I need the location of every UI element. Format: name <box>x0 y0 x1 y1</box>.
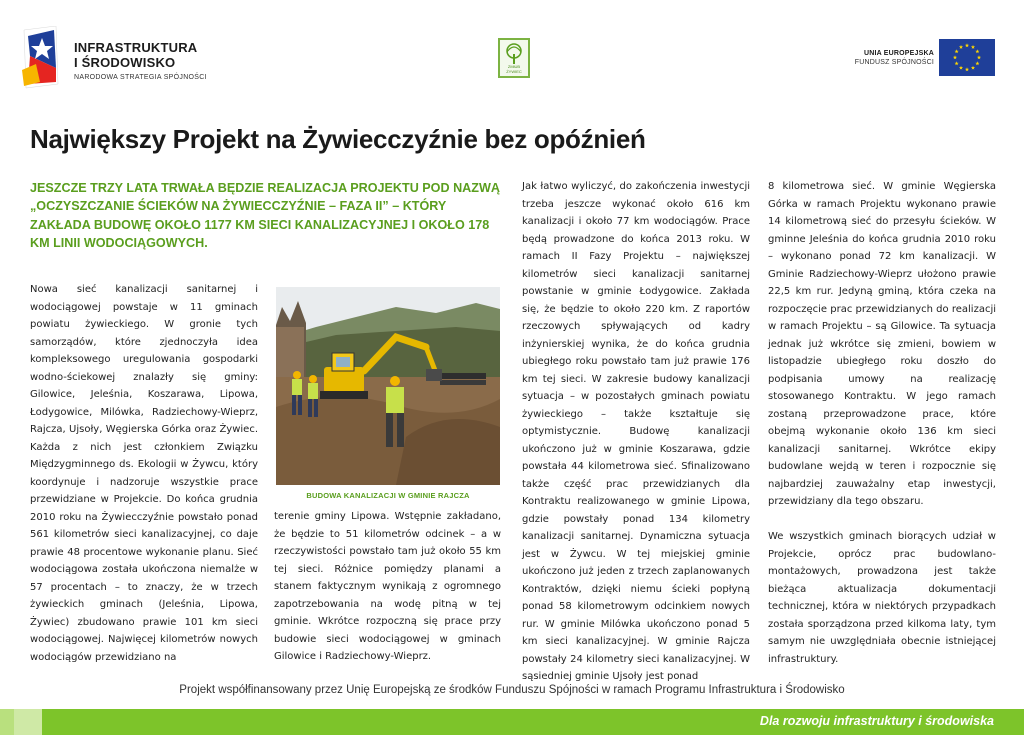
eu-star-icon <box>953 55 957 59</box>
article-column-1 <box>30 281 258 666</box>
eu-star-icon <box>955 61 959 65</box>
eu-line-2: FUNDUSZ SPÓJNOŚCI <box>854 59 934 66</box>
logo-line-2: I ŚRODOWISKO <box>74 55 176 70</box>
zmiub-logo <box>498 38 530 78</box>
eu-star-icon <box>965 67 969 71</box>
article-column-2 <box>274 508 501 666</box>
logo-line-3: NARODOWA STRATEGIA SPÓJNOŚCI <box>74 74 207 81</box>
eu-star-icon <box>977 55 981 59</box>
column-3-text: Jak łatwo wyliczyć, do zakończenia inwestycji trzeba jeszcze wykonać około 616 km kanalizacji i około 77 km wodociągów. Prace będą prowadzone do końca 2013 roku. W ramach II Fazy Projektu – największej kilometrów sieci kanalizacji sanitarnej powstanie w gminie Łodygowice. Zakłada się, że będzie to około 220 km. Z raportów rzeczowych spływających od kadry inżynierskiej wynika, że do końca grudnia ubiegłego roku powstało tam już prawie 176 km tej sieci. W zakresie budowy kanalizacji sytuacja – w pozostałych gminach powiatu żywieckiego – także kształtuje się optymistycznie. Budowę kanalizacji ukończono już w gminie Koszarawa, gdzie powstała 44 kilometrowa sieć. Sfinalizowano także część prac przewidzianych dla Kontraktu realizowanego w gminie Lipowa, gdzie powstały ponad 134 kilometry kanalizacji sanitarnej. Dynamiczna sytuacja jest w Żywcu. W tej miejskiej gminie ukończono już jeden z trzech zaplanowanych Kontraktów, dzięki niemu ścieki popłyną ponad 58 kilometrowym odcinkiem nowych rur. W gminie Milówka ukończono ponad 5 km sieci kanalizacyjnej. W gminie Rajcza powstały 24 kilometry sieci kanalizacyjnej. W sąsiedniej gminie Ujsoły jest ponad <box>522 181 750 682</box>
column-2-text: terenie gminy Lipowa. Wstępnie zakładano, że będzie to 51 kilometrów odcinek – a w rzeczywistości powstało tam już około 55 km tej sieci. Różnice pomiędzy planami a stanem faktycznym wynikają z ogromnego zapotrzebowania na wodę pitną w tej gminie. Wkrótce rozpoczną się prace przy budowie sieci wodociągowej w gminach Gilowice i Radziechowy-Wieprz. <box>274 511 501 662</box>
eu-star-icon <box>971 66 975 70</box>
bottom-banner-slogan: Dla rozwoju infrastruktury i środowiska <box>759 714 994 728</box>
eu-flag-icon <box>939 39 995 76</box>
infrastruktura-logo <box>20 26 220 90</box>
eu-star-icon <box>975 49 979 53</box>
eu-star-icon <box>971 45 975 49</box>
article-column-3 <box>522 178 750 686</box>
bottom-bar-accent-1 <box>0 709 14 735</box>
cofinancing-note: Projekt współfinansowany przez Unię Europejską ze środków Funduszu Spójności w ramach Programu Infrastruktura i Środowisko <box>179 684 845 696</box>
eu-line-1: UNIA EUROPEJSKA <box>863 50 934 57</box>
article-headline: Największy Projekt na Żywiecczyźnie bez opóźnień <box>30 124 646 154</box>
column-4-paragraph-2: We wszystkich gminach biorących udział w Projekcie, oprócz prac budowlano-montażowych, prowadzona jest także bieżąca aktualizacja dokumentacji technicznej, która w niektórych przypadkach została sporządzona przed kilkoma laty, tym samym nie uwzględniała obecnie istniejącej infrastruktury. <box>768 531 996 665</box>
eu-star-icon <box>959 66 963 70</box>
eu-star-icon <box>955 49 959 53</box>
column-1-text: Nowa sieć kanalizacji sanitarnej i wodociągowej powstaje w 11 gminach powiatu żywieckiego. W gronie tych samorządów, które zjednoczyła idea kompleksowego uregulowania gospodarki wodno-ściekowej znalazły się gminy: Gilowice, Jeleśnia, Koszarawa, Lipowa, Łodygowice, Milówka, Radziechowy-Wieprz, Rajcza, Ujsoły, Węgierska Górka oraz Żywiec. Każda z nich jest członkiem Związku Międzygminnego ds. Ekologii w Żywcu, który koordynuje i nadzoruje wszystkie prace przewidziane w Projekcie. Do końca grudnia 2010 roku na Żywiecczyźnie powstało ponad 561 kilometrów sieci kanalizacyjnej, co daje prawie 48 procentowe wykonanie planu. Sieć wodociągowa została ukończona niemalże w 57 procentach – to znaczy, że w trzech żywieckich gminach (Jeleśnia, Lipowa, Żywiec) zbudowano prawie 101 km sieci wodociągowej. Najwięcej kilometrów nowych wodociągów przewidziano na <box>30 284 258 663</box>
column-4-paragraph-1: 8 kilometrowa sieć. W gminie Węgierska Górka w ramach Projektu wykonano prawie 14 kilometrową sieć do przesyłu ścieków. W gminne Jeleśnia do końca grudnia 2010 roku – wykonano ponad 72 km kanalizacji. W Gminie Radziechowy-Wieprz ułożono prawie 22,5 km rur. Jedyną gminą, która czeka na rozpoczęcie prac przewidzianych do realizacji w ramach Projektu – są Gilowice. Ta sytuacja jednak już wkrótce się zmieni, bowiem w listopadzie ubiegłego roku doszło do podpisania umowy na realizację stosowanego Kontraktu. W jego ramach zostaną przeprowadzone prace, które obejmą wykonanie około 136 km sieci kanalizacji sanitarnej. Wkrótce ekipy budowlane wejdą w teren i rozpocznie się najbardziej zauważalny etap inwestycji, przewidziany dla tego obszaru. <box>768 181 996 507</box>
eu-label <box>855 50 934 66</box>
infrastruktura-logo-icon <box>20 26 64 90</box>
construction-photo <box>276 287 500 485</box>
article-column-4 <box>768 178 996 668</box>
eu-star-icon <box>965 43 969 47</box>
eu-star-icon <box>975 61 979 65</box>
eu-star-icon <box>959 45 963 49</box>
photo-caption: BUDOWA KANALIZACJI W GMINIE RAJCZA <box>306 491 470 500</box>
zmiub-logo-text: ZMiUB ŻYWIEC <box>506 64 522 74</box>
bottom-banner <box>0 709 1024 735</box>
article-lead: JESZCZE TRZY LATA TRWAŁA BĘDZIE REALIZACJA PROJEKTU POD NAZWĄ „OCZYSZCZANIE ŚCIEKÓW NA ŻYWIECCZYŹNIE – FAZA II” – KTÓRY ZAKŁADA BUDOWĘ OKOŁO 1177 KM SIECI KANALIZACYJNEJ I OKOŁO 178 KM LINII WODOCIĄGOWYCH. <box>30 181 500 251</box>
logo-line-1: INFRASTRUKTURA <box>74 40 198 55</box>
bottom-bar-accent-2 <box>14 709 42 735</box>
